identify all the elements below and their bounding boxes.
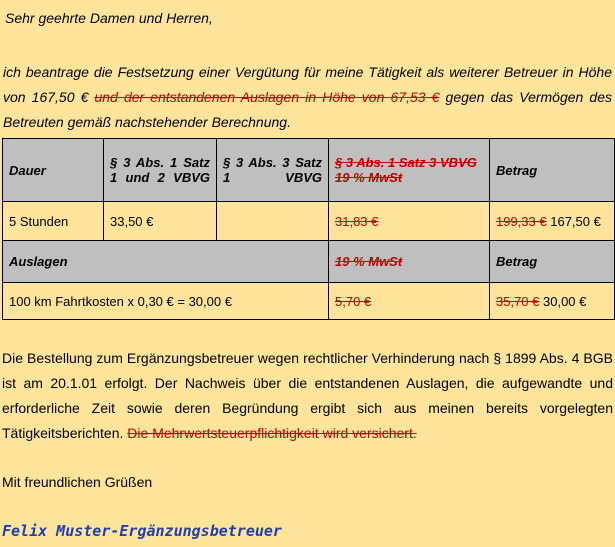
intro-paragraph <box>3 60 612 135</box>
cell-empty <box>217 202 329 241</box>
header-auslagen-mwst: 19 % MwSt <box>329 241 490 283</box>
cell-betrag: 199,33 € 167,50 € <box>490 202 615 241</box>
greeting: Sehr geehrte Damen und Herren, <box>5 10 213 26</box>
header-vbvg-abs3: § 3 Abs. 3 Satz 1 VBVG <box>217 139 329 202</box>
header-dauer: Dauer <box>3 139 104 202</box>
cell-mwst: 31,83 € <box>329 202 490 241</box>
cell-dauer: 5 Stunden <box>3 202 104 241</box>
intro-text-end: gegen das Vermögen des Betreuten gemäß nachstehender Berechnung. <box>3 89 612 130</box>
cell-rate: 33,50 € <box>104 202 217 241</box>
table-row <box>3 283 615 320</box>
header-betrag: Betrag <box>490 139 615 202</box>
cell-auslagen-betrag: 35,70 € 30,00 € <box>490 283 615 320</box>
header-vbvg-satz1-2: § 3 Abs. 1 Satz 1 und 2 VBVG <box>104 139 217 202</box>
intro-struck-text: und der entstandenen Auslagen in Höhe von 67,53 € <box>94 89 440 105</box>
intro-text: ich beantrage die Festsetzung einer Vergütung für meine Tätigkeit als weiterer Betreuer in Höhe von 167,50 € <box>3 64 612 105</box>
table-header-row <box>3 139 615 202</box>
cell-auslagen-mwst: 5,70 € <box>329 283 490 320</box>
closing: Mit freundlichen Grüßen <box>2 474 153 490</box>
body-struck-text: Die Mehrwertsteuerpflichtigkeit wird versichert. <box>127 425 417 441</box>
body-text: Die Bestellung zum Ergänzungsbetreuer wegen rechtlicher Verhinderung nach § 1899 Abs. 4 BGB ist am 20.1.01 erfolgt. Der Nachweis über die entstandenen Auslagen, die aufgewandte und erforderliche Zeit sowie deren Begründung ergibt sich aus meinen bereits vorgelegten Tätigkeitsberichten. <box>2 350 613 441</box>
table-header-row <box>3 241 615 283</box>
header-vbvg-mwst: § 3 Abs. 1 Satz 3 VBVG 19 % MwSt <box>329 139 490 202</box>
signature: Felix Muster-Ergänzungsbetreuer <box>2 522 282 540</box>
header-auslagen: Auslagen <box>3 241 329 283</box>
body-paragraph <box>2 346 613 446</box>
header-auslagen-betrag: Betrag <box>490 241 615 283</box>
calculation-table <box>2 138 615 320</box>
cell-fahrtkosten: 100 km Fahrtkosten x 0,30 € = 30,00 € <box>3 283 329 320</box>
table-row <box>3 202 615 241</box>
